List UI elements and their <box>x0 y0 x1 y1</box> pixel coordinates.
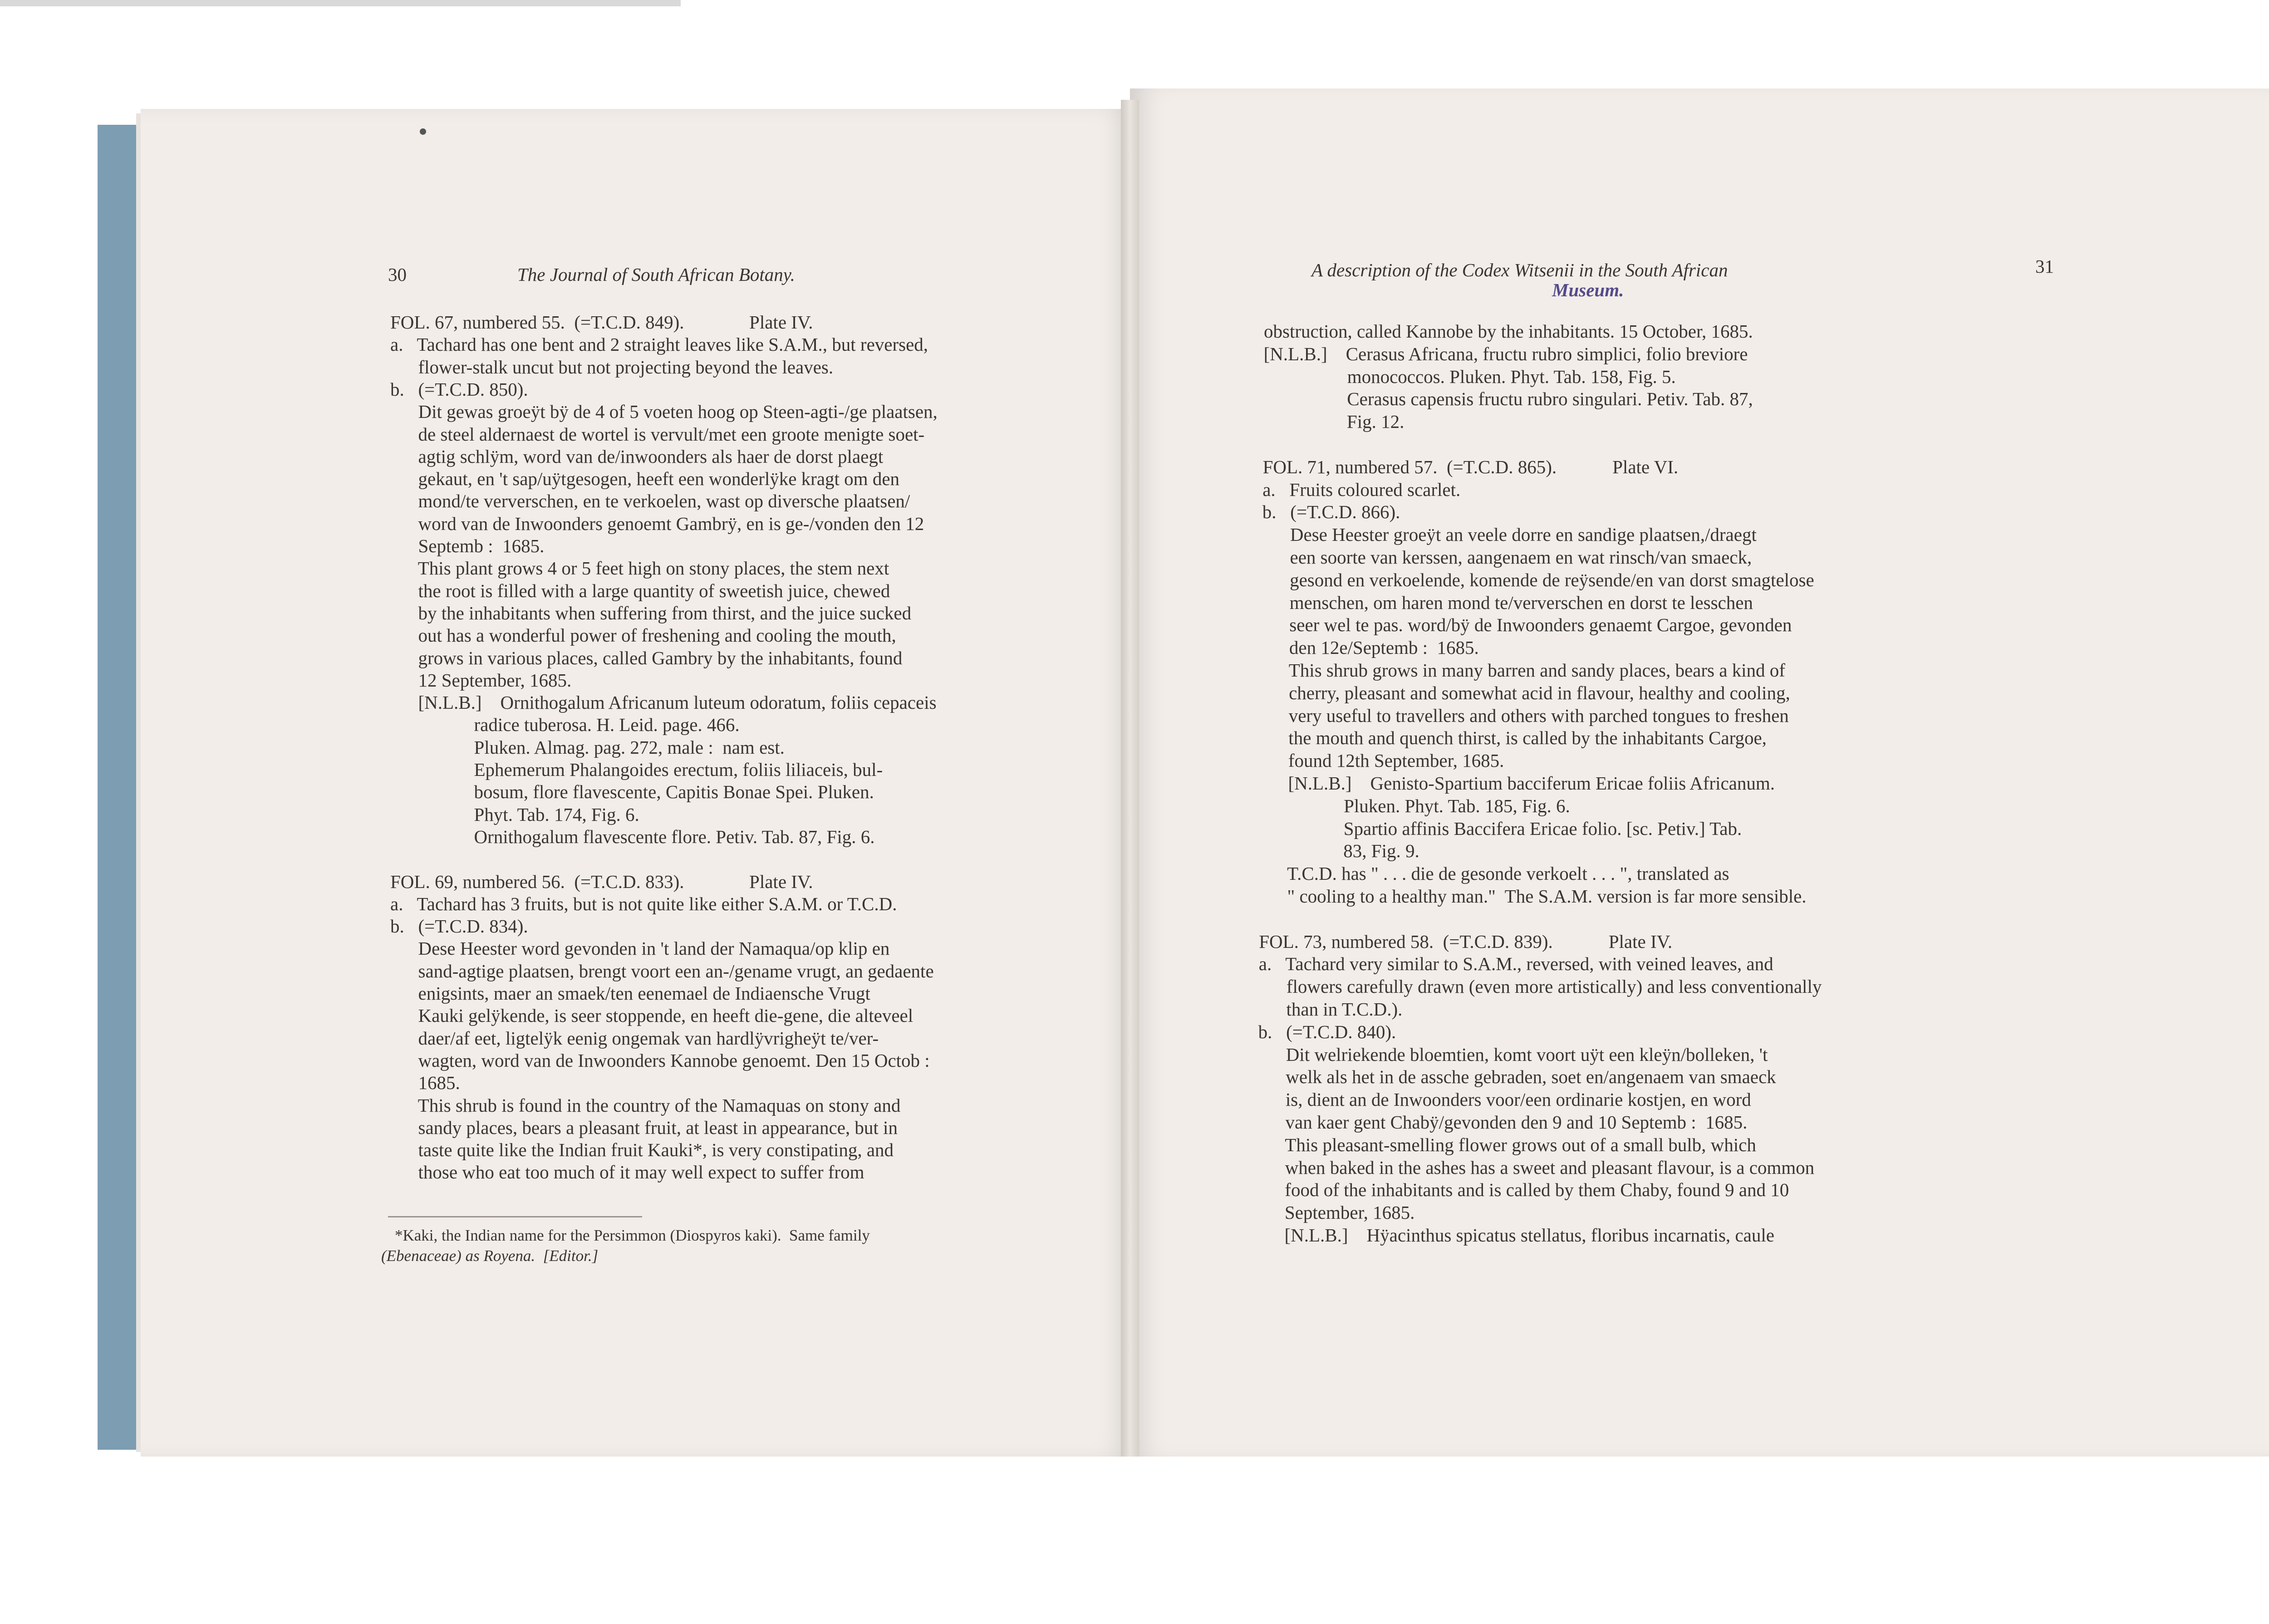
text-line: monococcos. Pluken. Phyt. Tab. 158, Fig. 5. <box>1263 366 1676 387</box>
book-gutter <box>1121 100 1139 1457</box>
text-line: b. (=T.C.D. 866). <box>1262 501 1400 523</box>
text-line: the root is filled with a large quantity of sweetish juice, chewed <box>390 580 890 601</box>
text-line: is, dient an de Inwoonders voor/een ordinarie kostjen, en word <box>1257 1089 1751 1110</box>
text-line: the mouth and quench thirst, is called by the inhabitants Cargoe, <box>1260 727 1767 749</box>
right-page-number: 31 <box>2035 256 2054 277</box>
text-line: This shrub is found in the country of the Namaquas on stony and <box>390 1094 901 1116</box>
text-line: found 12th September, 1685. <box>1260 750 1504 771</box>
text-line: 12 September, 1685. <box>390 669 572 691</box>
text-line: sand-agtige plaatsen, brengt voort een an-/gename vrugt, an gedaente <box>390 960 934 981</box>
text-line: 83, Fig. 9. <box>1259 840 1419 862</box>
text-line: obstruction, called Kannobe by the inhabitants. 15 October, 1685. <box>1264 321 1753 342</box>
text-line: Pluken. Phyt. Tab. 185, Fig. 6. <box>1260 795 1570 816</box>
text-line: een soorte van kerssen, aangenaem en wat rinsch/van smaeck, <box>1262 547 1752 568</box>
text-line: word van de Inwoonders genoemt Gambrÿ, en is ge-/vonden den 12 <box>390 513 924 534</box>
text-line: Ornithogalum flavescente flore. Petiv. Tab. 87, Fig. 6. <box>390 826 875 847</box>
text-line: a. Tachard has one bent and 2 straight leaves like S.A.M., but reversed, <box>390 334 928 355</box>
text-line: Spartio affinis Baccifera Ericae folio. [sc. Petiv.] Tab. <box>1260 818 1742 839</box>
text-line: " cooling to a healthy man." The S.A.M. version is far more sensible. <box>1259 886 1807 907</box>
text-line: September, 1685. <box>1257 1202 1415 1223</box>
text-line: de steel aldernaest de wortel is vervult/met een groote menigte soet- <box>390 423 925 445</box>
text-line: Dit welriekende bloemtien, komt voort uÿt een kleÿn/bolleken, 't <box>1258 1044 1768 1065</box>
text-line: van kaer gent Chabÿ/gevonden den 9 and 10 Septemb : 1685. <box>1257 1112 1748 1133</box>
text-line: den 12e/Septemb : 1685. <box>1261 637 1479 658</box>
text-line: menschen, om haren mond te/ververschen en dorst te lesschen <box>1262 592 1753 613</box>
right-running-head: A description of the Codex Witsenii in the South African <box>1311 260 1728 280</box>
text-line: Septemb : 1685. <box>390 535 545 556</box>
text-line: wagten, word van de Inwoonders Kannobe genoemt. Den 15 Octob : <box>390 1050 930 1071</box>
text-line: agtig schlÿm, word van de/inwoonders als haer de dorst plaegt <box>390 446 884 467</box>
text-line: FOL. 73, numbered 58. (=T.C.D. 839). Plate IV. <box>1259 931 1673 952</box>
text-line: flowers carefully drawn (even more artistically) and less conventionally <box>1258 976 1822 997</box>
text-line: sandy places, bears a pleasant fruit, at least in appearance, but in <box>390 1117 898 1138</box>
text-line: cherry, pleasant and somewhat acid in flavour, healthy and cooling, <box>1261 682 1790 703</box>
text-line: mond/te ververschen, en te verkoelen, wast op diversche plaatsen/ <box>390 491 910 512</box>
text-line: [N.L.B.] Cerasus Africana, fructu rubro simplici, folio breviore <box>1263 343 1748 364</box>
left-page-number: 30 <box>388 264 407 285</box>
text-line: enigsints, maer an smaek/ten eenemael de Indiaensche Vrugt <box>390 983 870 1004</box>
text-line: Dit gewas groeÿt bÿ de 4 of 5 voeten hoog op Steen-agti-/ge plaatsen, <box>390 401 938 422</box>
text-line: 1685. <box>390 1072 460 1094</box>
text-line: Pluken. Almag. pag. 272, male : nam est. <box>390 736 785 758</box>
left-running-head: The Journal of South African Botany. <box>517 264 795 285</box>
text-line: FOL. 71, numbered 57. (=T.C.D. 865). Plate VI. <box>1262 456 1679 477</box>
text-line: flower-stalk uncut but not projecting beyond the leaves. <box>390 356 834 378</box>
text-line: [N.L.B.] Ornithogalum Africanum luteum odoratum, foliis cepaceis <box>390 692 937 713</box>
text-line: FOL. 69, numbered 56. (=T.C.D. 833). Plate IV. <box>390 871 813 892</box>
text-line: Cerasus capensis fructu rubro singulari. Petiv. Tab. 87, <box>1263 388 1753 410</box>
text-line: This plant grows 4 or 5 feet high on stony places, the stem next <box>390 558 889 579</box>
text-line: b. (=T.C.D. 840). <box>1258 1021 1396 1042</box>
text-line: welk als het in de assche gebraden, soet en/angenaem van smaeck <box>1257 1066 1776 1088</box>
text-line: b. (=T.C.D. 850). <box>390 378 528 400</box>
text-line: Phyt. Tab. 174, Fig. 6. <box>390 804 639 825</box>
text-line: when baked in the ashes has a sweet and pleasant flavour, is a common <box>1257 1157 1815 1178</box>
text-line: those who eat too much of it may well expect to suffer from <box>390 1162 864 1183</box>
right-running-head-cont: Museum. <box>1552 280 1624 300</box>
scan-top-edge <box>0 0 681 6</box>
text-line: b. (=T.C.D. 834). <box>390 916 528 937</box>
text-line: Dese Heester word gevonden in 't land der Namaqua/op klip en <box>390 938 890 959</box>
text-line: a. Tachard very similar to S.A.M., reversed, with veined leaves, and <box>1258 953 1773 975</box>
text-line: Fig. 12. <box>1263 411 1405 432</box>
text-line: by the inhabitants when suffering from thirst, and the juice sucked <box>390 602 912 623</box>
text-line: bosum, flore flavescente, Capitis Bonae Spei. Pluken. <box>390 781 874 803</box>
text-line: grows in various places, called Gambry by the inhabitants, found <box>390 647 903 668</box>
text-line: out has a wonderful power of freshening and cooling the mouth, <box>390 625 896 646</box>
text-line: gesond en verkoelende, komende de reÿsende/en van dorst smagtelose <box>1262 569 1814 590</box>
text-line: gekaut, en 't sap/uÿtgesogen, heeft een wonderlÿke kragt om den <box>390 468 900 490</box>
footnote-line: (Ebenaceae) as Royena. [Editor.] <box>381 1247 599 1265</box>
text-line: T.C.D. has " . . . die de gesonde verkoelt . . . ", translated as <box>1259 863 1729 884</box>
text-line: [N.L.B.] Genisto-Spartium bacciferum Ericae foliis Africanum. <box>1260 773 1775 794</box>
footnote-rule <box>388 1216 642 1217</box>
text-line: a. Fruits coloured scarlet. <box>1262 479 1461 500</box>
text-line: radice tuberosa. H. Leid. page. 466. <box>390 714 740 736</box>
text-line: FOL. 67, numbered 55. (=T.C.D. 849). Plate IV. <box>390 312 813 333</box>
page-mark <box>420 128 426 135</box>
text-line: food of the inhabitants and is called by them Chaby, found 9 and 10 <box>1257 1179 1789 1201</box>
text-line: very useful to travellers and others with parched tongues to freshen <box>1261 705 1789 726</box>
footnote-line: *Kaki, the Indian name for the Persimmon (Diospyros kaki). Same family <box>395 1227 870 1244</box>
text-line: daer/af eet, ligtelÿk eenig ongemak van hardlÿvrigheÿt te/ver- <box>390 1027 879 1049</box>
text-line: Dese Heester groeÿt an veele dorre en sandige plaatsen,/draegt <box>1262 524 1757 545</box>
text-line: Ephemerum Phalangoides erectum, foliis liliaceis, bul- <box>390 759 883 780</box>
text-line: taste quite like the Indian fruit Kauki*, is very constipating, and <box>390 1139 894 1161</box>
text-line: This pleasant-smelling flower grows out of a small bulb, which <box>1257 1134 1756 1155</box>
text-line: seer wel te pas. word/bÿ de Inwoonders genaemt Cargoe, gevonden <box>1261 614 1792 636</box>
text-line: [N.L.B.] Hÿacinthus spicatus stellatus, floribus incarnatis, caule <box>1257 1225 1774 1246</box>
text-line: This shrub grows in many barren and sandy places, bears a kind of <box>1261 660 1785 681</box>
text-line: Kauki gelÿkende, is seer stoppende, en heeft die-gene, die alteveel <box>390 1005 913 1026</box>
text-line: than in T.C.D.). <box>1258 999 1403 1020</box>
text-line: a. Tachard has 3 fruits, but is not quite like either S.A.M. or T.C.D. <box>390 893 897 914</box>
